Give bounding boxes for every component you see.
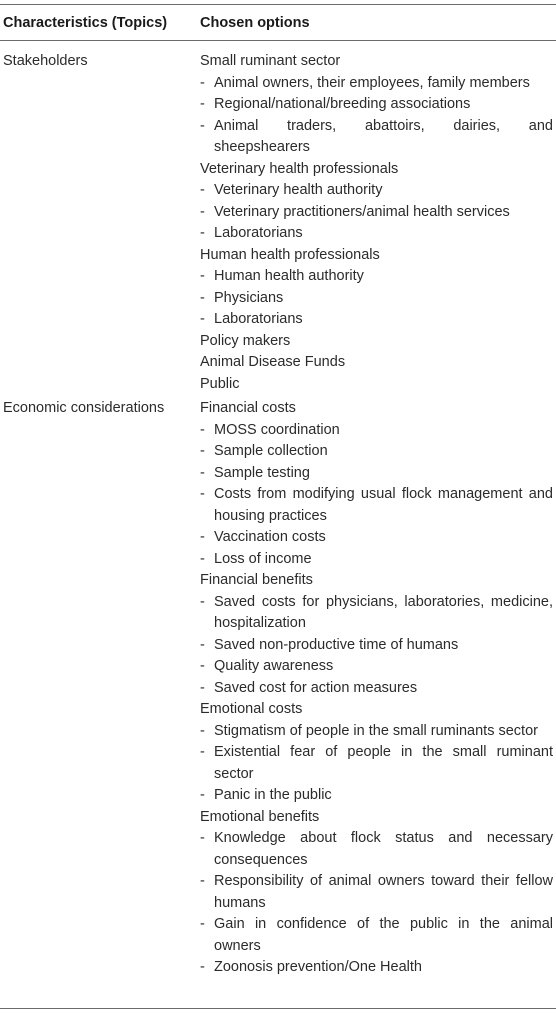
option-item-text: Laboratorians [214, 225, 303, 241]
table-row [0, 398, 556, 979]
option-item [200, 914, 553, 957]
bullet-dash: - [200, 74, 205, 91]
characteristic-cell: Economic considerations [3, 400, 165, 416]
option-group-title: Small ruminant sector [200, 53, 341, 69]
bullet-dash: - [200, 96, 205, 112]
option-item [200, 527, 553, 549]
option-group-title: Veterinary health professionals [200, 160, 399, 177]
bullet-dash: - [200, 268, 205, 284]
option-item-text: Quality awareness [214, 658, 334, 674]
option-item [200, 202, 553, 224]
option-item [200, 116, 553, 159]
option-group-title: Public [200, 375, 240, 392]
option-item-text: Costs from modifying usual flock management and housing practices [214, 486, 553, 524]
bullet-dash: - [200, 117, 205, 134]
bullet-dash: - [200, 225, 205, 241]
bullet-dash: - [200, 679, 205, 696]
bullet-dash: - [200, 443, 205, 459]
option-item [200, 592, 553, 635]
option-group-title: Animal Disease Funds [200, 354, 346, 370]
option-item-text: Zoonosis prevention/One Health [214, 959, 422, 975]
option-item-text: Regional/national/breeding associations [214, 96, 471, 112]
options-cell [200, 398, 556, 979]
option-item-text: Saved cost for action measures [214, 679, 418, 696]
option-group-title: Human health professionals [200, 246, 380, 263]
option-item-text: Human health authority [214, 268, 364, 284]
characteristic-cell: Stakeholders [3, 53, 88, 69]
option-item [200, 635, 553, 657]
option-item-text: Veterinary health authority [214, 182, 383, 198]
option-item [200, 309, 553, 331]
option-item-text: Vaccination costs [214, 529, 326, 545]
options-table [0, 4, 556, 979]
option-item-text: Panic in the public [214, 787, 332, 803]
option-item [200, 721, 553, 743]
option-item-text: Laboratorians [214, 311, 303, 327]
table-header [0, 5, 556, 34]
option-item-text: Responsibility of animal owners toward their fellow humans [214, 873, 553, 911]
bullet-dash: - [200, 636, 205, 653]
option-group-title: Emotional benefits [200, 808, 320, 825]
option-item-text: MOSS coordination [214, 421, 340, 438]
option-group-title: Financial costs [200, 400, 296, 416]
option-item [200, 73, 553, 95]
table-body [0, 51, 556, 979]
option-item-text: Animal traders, abattoirs, dairies, and sheepshearers [214, 117, 553, 155]
option-item [200, 463, 553, 485]
option-item-text: Loss of income [214, 550, 312, 567]
option-item-text: Knowledge about flock status and necessary consequences [214, 830, 553, 868]
option-item [200, 785, 553, 807]
bullet-dash: - [200, 550, 205, 567]
option-item-text: Sample collection [214, 443, 328, 459]
header-rule [0, 40, 556, 41]
bullet-dash: - [200, 658, 205, 674]
bullet-dash: - [200, 959, 205, 975]
option-item [200, 288, 553, 310]
bullet-dash: - [200, 203, 205, 220]
option-group-title: Policy makers [200, 332, 291, 349]
option-item [200, 441, 553, 463]
option-item [200, 678, 553, 700]
option-item-text: Sample testing [214, 464, 310, 481]
bullet-dash: - [200, 311, 205, 327]
option-item-text: Saved non-productive time of humans [214, 636, 459, 653]
option-item-text: Animal owners, their employees, family members [214, 74, 530, 91]
bullet-dash: - [200, 421, 205, 438]
option-item [200, 94, 553, 116]
option-item [200, 484, 553, 527]
option-item [200, 180, 553, 202]
bullet-dash: - [200, 182, 205, 198]
option-item-text: Physicians [214, 289, 284, 306]
option-item [200, 223, 553, 245]
bullet-dash: - [200, 529, 205, 545]
option-item-text: Veterinary practitioners/animal health services [214, 203, 510, 220]
option-item [200, 871, 553, 914]
option-item-text: Existential fear of people in the small ruminant sector [214, 744, 553, 782]
header-chosen-options: Chosen options [200, 15, 310, 31]
option-group-title: Emotional costs [200, 701, 303, 717]
header-characteristics: Characteristics (Topics) [3, 15, 168, 31]
bullet-dash: - [200, 289, 205, 306]
option-item-text: Saved costs for physicians, laboratories, medicine, hospitalization [214, 593, 553, 631]
option-group-title: Financial benefits [200, 572, 313, 588]
option-item [200, 656, 553, 678]
bullet-dash: - [200, 722, 205, 739]
option-item [200, 549, 553, 571]
table-row [0, 51, 556, 395]
bullet-dash: - [200, 873, 205, 889]
option-item [200, 957, 553, 979]
bullet-dash: - [200, 916, 205, 932]
bullet-dash: - [200, 744, 205, 760]
bullet-dash: - [200, 787, 205, 803]
options-cell [200, 51, 556, 395]
bullet-dash: - [200, 486, 205, 502]
option-item-text: Stigmatism of people in the small ruminants sector [214, 722, 538, 739]
bullet-dash: - [200, 464, 205, 481]
option-item [200, 266, 553, 288]
option-item [200, 420, 553, 442]
option-item [200, 742, 553, 785]
option-item [200, 828, 553, 871]
option-item-text: Gain in confidence of the public in the animal owners [214, 916, 553, 954]
bullet-dash: - [200, 593, 205, 610]
bullet-dash: - [200, 830, 205, 846]
